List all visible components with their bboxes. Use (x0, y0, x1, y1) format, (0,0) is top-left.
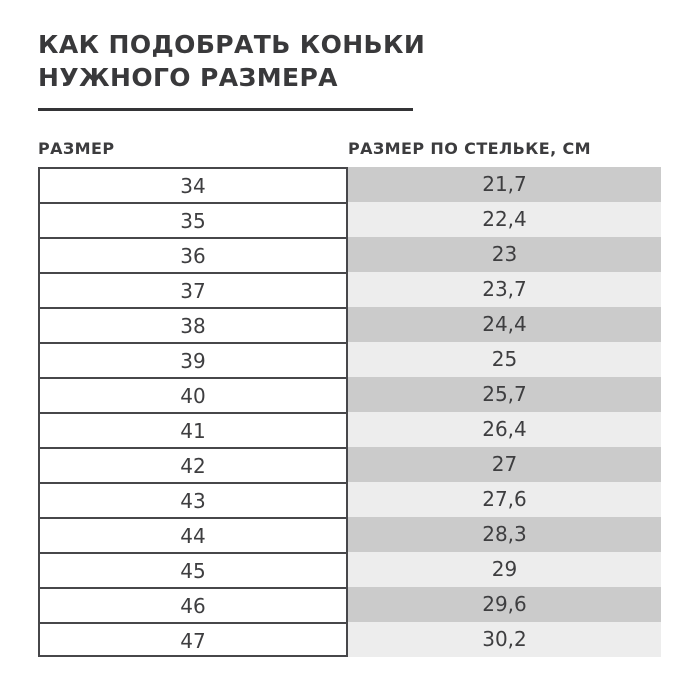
size-cell: 34 (38, 167, 348, 202)
title-underline-rule (38, 108, 413, 111)
size-cell: 40 (38, 377, 348, 412)
insole-cell: 27 (348, 447, 661, 482)
insole-cell: 23,7 (348, 272, 661, 307)
infographic (38, 28, 663, 657)
table-row (38, 167, 663, 202)
table-row (38, 307, 663, 342)
page-title-line2: НУЖНОГО РАЗМЕРА (38, 63, 338, 92)
insole-cell: 26,4 (348, 412, 661, 447)
insole-cell: 28,3 (348, 517, 661, 552)
insole-cell: 25,7 (348, 377, 661, 412)
table-row (38, 202, 663, 237)
column-header-size: РАЗМЕР (38, 139, 115, 158)
table-row (38, 622, 663, 657)
table-row (38, 587, 663, 622)
size-cell: 39 (38, 342, 348, 377)
table-row (38, 377, 663, 412)
table-row (38, 517, 663, 552)
table-row (38, 482, 663, 517)
size-cell: 37 (38, 272, 348, 307)
size-cell: 35 (38, 202, 348, 237)
table-row (38, 552, 663, 587)
table-header-row (38, 139, 663, 158)
table-row (38, 237, 663, 272)
table-row (38, 447, 663, 482)
page-title (38, 28, 663, 94)
page-title-line1: КАК ПОДОБРАТЬ КОНЬКИ (38, 30, 426, 59)
insole-cell: 30,2 (348, 622, 661, 657)
table-row (38, 342, 663, 377)
insole-cell: 24,4 (348, 307, 661, 342)
size-cell: 41 (38, 412, 348, 447)
size-cell: 46 (38, 587, 348, 622)
insole-cell: 22,4 (348, 202, 661, 237)
insole-cell: 29 (348, 552, 661, 587)
table-row (38, 412, 663, 447)
size-cell: 42 (38, 447, 348, 482)
size-cell: 36 (38, 237, 348, 272)
insole-cell: 25 (348, 342, 661, 377)
size-cell: 38 (38, 307, 348, 342)
size-cell: 44 (38, 517, 348, 552)
size-cell: 47 (38, 622, 348, 657)
size-cell: 45 (38, 552, 348, 587)
insole-cell: 23 (348, 237, 661, 272)
insole-cell: 21,7 (348, 167, 661, 202)
size-table (38, 167, 663, 657)
insole-cell: 27,6 (348, 482, 661, 517)
table-row (38, 272, 663, 307)
column-header-insole: РАЗМЕР ПО СТЕЛЬКЕ, СМ (348, 139, 591, 158)
size-cell: 43 (38, 482, 348, 517)
insole-cell: 29,6 (348, 587, 661, 622)
